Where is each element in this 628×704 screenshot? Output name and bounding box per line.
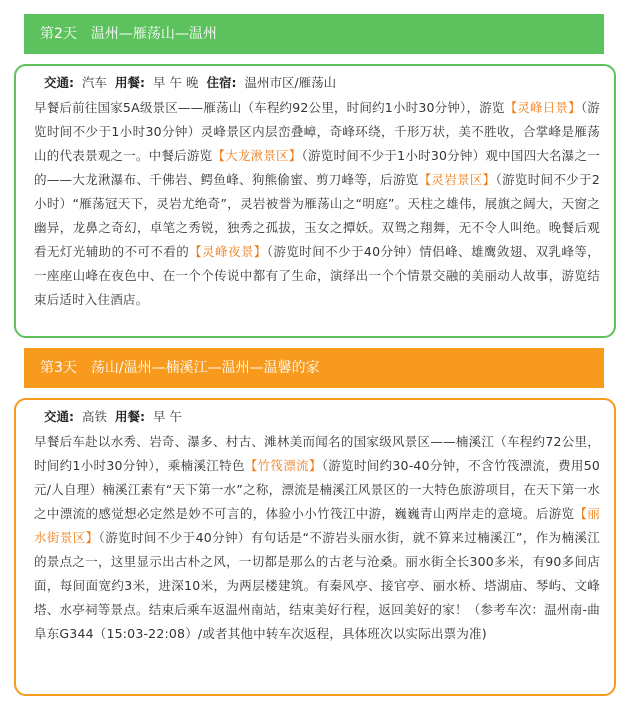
day3-card	[14, 398, 616, 696]
day3-route-label: 荡山/温州—楠溪江—温州—温馨的家	[90, 360, 320, 376]
day2-spot-dalongqiu: 【大龙湫景区】	[212, 148, 302, 163]
day2-transport-value: 汽车	[82, 75, 108, 90]
day3-day-label: 第3天	[40, 360, 77, 376]
day3-transport-label: 交通:	[44, 409, 74, 424]
day2-route-label: 温州—雁荡山—温州	[90, 26, 217, 42]
day2-spot-lingfeng-night: 【灵峰夜景】	[189, 244, 267, 259]
day2-spot-lingyan: 【灵岩景区】	[418, 172, 496, 187]
day3-text-2: （游览时间约30-40分钟，不含竹筏漂流，费用50元/人自理）楠溪江素有“天下第一水”之称，漂流是楠溪江风景区的一大特色旅游项目，在天下第一水之中漂流的感觉想必定然是妙不可言的，体验小小竹筏江中游，巍巍青山两岸走的意境。后游览	[34, 458, 601, 521]
day2-description	[34, 96, 600, 312]
day2-meals-value: 早 午 晚	[153, 75, 199, 90]
day2-text-2: （游览时间不少于1小时30分钟）灵峰景区内层峦叠嶂，奇峰环绕，千形万状，美不胜收，合掌峰是雁荡山的代表景观之一。中餐后游览	[34, 100, 600, 163]
day3-spot-lishui-street: 【丽水街景区】	[34, 506, 600, 545]
day3-header	[24, 348, 604, 388]
day2-header	[24, 14, 604, 54]
day2-text-4: （游览时间不少于2小时）“雁荡冠天下，灵岩尤绝奇”，灵岩被誉为雁荡山之“明庭”。天柱之雄伟，展旗之阔大，天窗之幽异，龙鼻之奇幻，卓笔之秀锐，独秀之孤拔，玉女之撢妖。双鸳之翔舞，无不令人叫绝。晚餐后观看无灯光辅助的不可不看的	[34, 172, 600, 259]
day3-spot-bamboo-rafting: 【竹筏漂流】	[244, 458, 322, 473]
day2-spot-lingfeng-day: 【灵峰日景】	[504, 100, 581, 115]
day2-day-label: 第2天	[40, 26, 77, 42]
day3-text-3: （游览时间不少于40分钟）有句话是“不游岩头丽水街，就不算来过楠溪江”，作为楠溪江的景点之一，这里显示出古朴之风，一切都是那么的古老与沧桑。丽水街全长300多米，有90多间店面，每间面宽约3米，进深10米，为两层楼建筑。有秦风亭、接官亭、丽水桥、塔湖庙、琴屿、文峰塔、水亭祠等景点。结束后乘车返温州南站，结束美好行程，返回美好的家！（参考车次：温州南-曲阜东G344（15:03-22:08）/或者其他中转车次返程，具体班次以实际出票为准)	[34, 530, 600, 641]
day2-meta-row	[34, 72, 600, 94]
day3-text-1: 早餐后车赴以水秀、岩奇、瀑多、村古、滩林美而闻名的国家级风景区——楠溪江（车程约72公里，时间约1小时30分钟），乘楠溪江特色	[34, 434, 600, 473]
day3-transport-value: 高铁	[82, 409, 108, 424]
day2-text-5: （游览时间不少于40分钟）情侣峰、雄鹰敛翅、双乳峰等，一座座山峰在夜色中、在一个个传说中都有了生命，演绎出一个个情景交融的美丽动人故事，游览结束后适时入住酒店。	[34, 244, 601, 307]
day2-text-1: 早餐后前往国家5A级景区——雁荡山（车程约92公里，时间约1小时30分钟），游览	[34, 100, 505, 115]
day2-text-3: （游览时间不少于1小时30分钟）观中国四大名瀑之一的——大龙湫瀑布、千佛岩、鳄鱼峰、狗熊偷蜜、剪刀峰等，后游览	[34, 148, 600, 187]
day3-meta-row	[34, 406, 600, 428]
day3-meals-label: 用餐:	[115, 409, 146, 424]
day2-card	[14, 64, 616, 338]
day3-description	[34, 430, 600, 646]
day2-lodging-label: 住宿:	[206, 75, 237, 90]
day2-transport-label: 交通:	[44, 75, 74, 90]
day2-meals-label: 用餐:	[115, 75, 146, 90]
day2-lodging-value: 温州市区/雁荡山	[244, 75, 337, 90]
day3-meals-value: 早 午	[153, 409, 182, 424]
